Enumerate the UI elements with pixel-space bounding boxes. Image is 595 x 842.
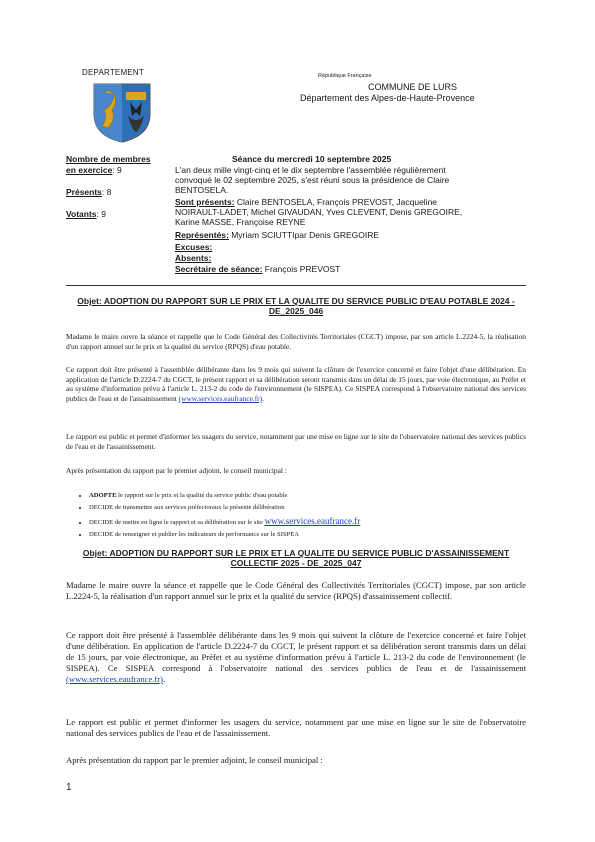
objet1-decision-list <box>75 490 529 542</box>
objet1-paragraph-2: Ce rapport doit être présenté à l'assemblée délibérante dans les 9 mois qui suivent la clôture de l'exercice concerné et faire l'objet d'une délibération. En application de l'article D.2224-7 du CGCT, le présent rapport et sa délibération seront transmis dans un délai de 15 jours, par voie électronique, au Préfet et au système d'information prévu à l'article L. 213-2 du code de l'environnement (le SISPEA). Ce SISPEA correspond à l'observatoire national des services publics de l'eau et de l'assainissement (www.services.eaufrance.fr). <box>66 365 526 403</box>
objet1-paragraph-1: Madame le maire ouvre la séance et rappelle que le Code Général des Collectivités Territoriales (CGCT) impose, par son article L.2224-5, la réalisation d'un rapport annuel sur le prix et la qualité du service (RPQS) d'eau potable. <box>66 332 526 351</box>
secretaire <box>175 264 475 274</box>
objet1-heading <box>66 296 526 316</box>
presents-value: : 8 <box>101 187 112 197</box>
absents-label: Absents: <box>175 253 212 263</box>
secretaire-label: Secrétaire de séance: <box>175 264 263 274</box>
seance-intro: L'an deux mille vingt-cinq et le dix septembre l'assemblée régulièrement convoqué le 02 septembre 2025, s'est réuni sous la présidence de Claire BENTOSELA. <box>175 165 450 195</box>
presents-row <box>66 187 111 197</box>
objet2-paragraph-4: Après présentation du rapport par le premier adjoint, le conseil municipal : <box>66 755 323 765</box>
en-exercice-row <box>66 165 122 175</box>
representes-label: Représentés: <box>175 230 229 240</box>
objet2-paragraph-1: Madame le maire ouvre la séance et rappelle que le Code Général des Collectivités Territoriales (CGCT) impose, par son article L.2224-5, la réalisation d'un rapport annuel sur le prix et la qualité du service (RPQS) d'assainissement collectif. <box>66 580 526 601</box>
decision-mettre-en-ligne: • DECIDE de mettre en ligne le rapport et sa délibération sur le site www.services.eaufrance.fr <box>89 515 529 529</box>
objet1-eaufrance-link[interactable]: (www.services.eaufrance.fr) <box>178 393 263 403</box>
departement-label: DEPARTEMENT <box>82 68 144 77</box>
decision-transmettre: • DECIDE de transmettre aux services préfectoraux la présente délibération <box>89 502 529 514</box>
en-exercice-label: en exercice <box>66 165 113 175</box>
decision-adopte: • ADOPTE le rapport sur le prix et la qualité du service public d'eau potable <box>89 490 529 502</box>
decision-renseigner: • DECIDE de renseigner et publier les indicateurs de performance sur le SISPEA <box>89 529 529 541</box>
presents-label: Présents <box>66 187 102 197</box>
objet2-title: ADOPTION DU RAPPORT SUR LE PRIX ET LA QUALITE DU SERVICE PUBLIC D'ASSAINISSEMENT COLLECTIF 2025 - DE_2025_047 <box>109 548 510 568</box>
secretaire-value: François PREVOST <box>262 264 341 274</box>
divider <box>66 285 526 286</box>
absents <box>175 253 475 263</box>
sont-presents-value: Claire BENTOSELA, François PREVOST, Jacqueline NOIRAULT-LADET, Michel GIVAUDAN, Yves CLEVENT, Denis GREGOIRE, Karine MASSE, Françoise REYNE <box>175 197 463 227</box>
objet1-paragraph-3: Le rapport est public et permet d'informer les usagers du service, notamment par une mise en ligne sur le site de l'observatoire national des services publics de l'eau et de l'assainissement. <box>66 432 526 451</box>
objet2-paragraph-3: Le rapport est public et permet d'informer les usagers du service, notamment par une mise en ligne sur le site de l'observatoire national des services publics de l'eau et de l'assainissement. <box>66 717 526 738</box>
sont-presents-label: Sont présents: <box>175 197 235 207</box>
votants-value: : 9 <box>96 209 106 219</box>
objet2-paragraph-2: Ce rapport doit être présenté à l'assemblée délibérante dans les 9 mois qui suivent la clôture de l'exercice concerné et faire l'objet d'une délibération. En application de l'article D.2224-7 du CGCT, le présent rapport et sa délibération seront transmis dans un délai de 15 jours, par voie électronique, au Préfet et au système d'information prévu à l'article L. 213-2 du code de l'environnement (le SISPEA). Ce SISPEA correspond à l'observatoire national des services publics de l'eau et de l'assainissement (www.services.eaufrance.fr). <box>66 630 526 684</box>
representes <box>175 230 475 240</box>
objet1-paragraph-4: Après présentation du rapport par le premier adjoint, le conseil municipal : <box>66 466 287 475</box>
votants-row <box>66 209 106 219</box>
departement-name: Département des Alpes-de-Haute-Provence <box>300 93 475 103</box>
objet1-prefix: Objet: <box>77 296 104 306</box>
seance-title: Séance du mercredi 10 septembre 2025 <box>232 154 392 164</box>
objet2-prefix: Objet: <box>82 548 110 558</box>
nombre-membres-label: Nombre de membres <box>66 154 151 164</box>
objet2-heading <box>66 548 526 568</box>
objet2-eaufrance-link[interactable]: (www.services.eaufrance.fr) <box>66 674 164 684</box>
coat-of-arms-logo <box>90 80 154 144</box>
representes-value: Myriam SCIUTTIpar Denis GREGOIRE <box>228 230 380 240</box>
excuses <box>175 242 475 252</box>
eaufrance-link[interactable]: www.services.eaufrance.fr <box>264 515 361 526</box>
page-number: 1 <box>66 782 72 793</box>
sont-presents <box>175 197 475 227</box>
votants-label: Votants <box>66 209 97 219</box>
en-exercice-value: : 9 <box>112 165 122 175</box>
commune-name: COMMUNE DE LURS <box>368 82 458 92</box>
excuses-label: Excuses: <box>175 242 213 252</box>
republique-francaise: République Française <box>318 73 372 79</box>
objet1-title: ADOPTION DU RAPPORT SUR LE PRIX ET LA QUALITE DU SERVICE PUBLIC D'EAU POTABLE 2024 - DE_2025_046 <box>103 296 515 316</box>
